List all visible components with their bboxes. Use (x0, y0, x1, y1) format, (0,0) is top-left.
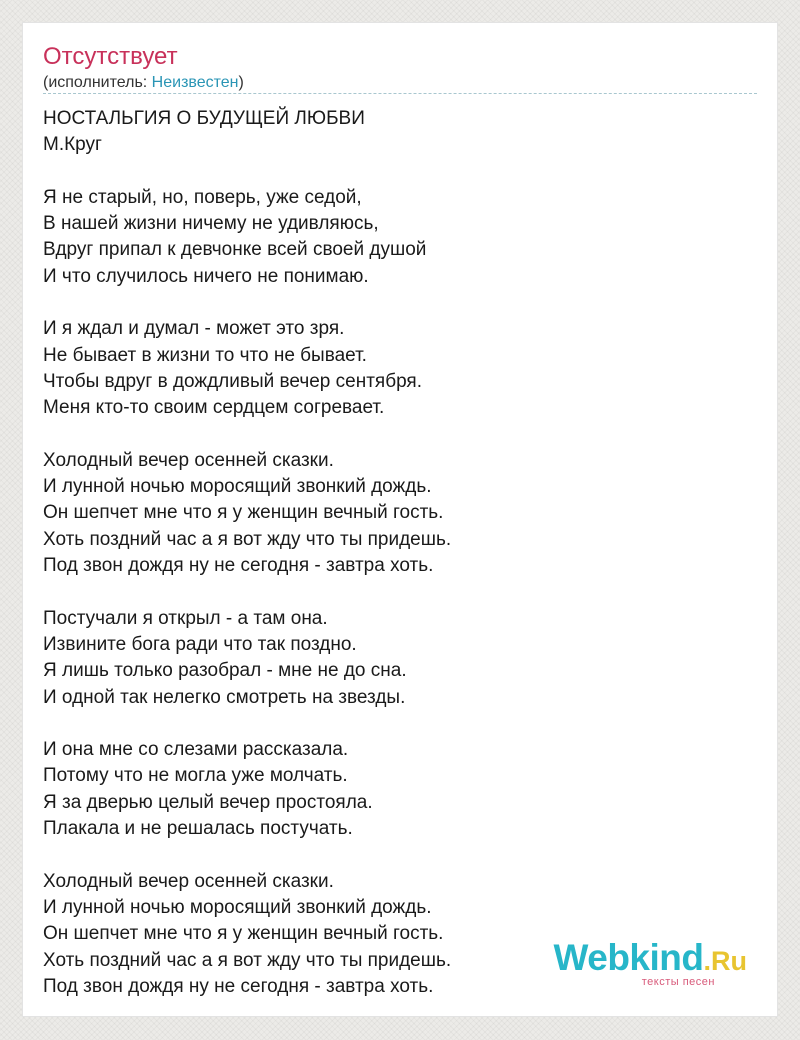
lyric-line: Хоть поздний час а я вот жду что ты придешь. (43, 949, 452, 971)
lyric-line: И лунной ночью моросящий звонкий дождь. (43, 896, 432, 918)
lyric-line: Хоть поздний час а я вот жду что ты придешь. (43, 528, 452, 550)
lyric-line: Постучали я открыл - а там она. (43, 607, 328, 629)
lyric-line: И она мне со слезами рассказала. (43, 739, 349, 761)
lyric-line: Извините бога ради что так поздно. (43, 633, 357, 655)
lyrics-text (43, 106, 757, 1000)
dashed-divider (43, 93, 757, 94)
artist-link[interactable]: Неизвестен (151, 74, 239, 91)
stanza-gap (43, 159, 757, 185)
logo-tagline: тексты песен (641, 976, 715, 988)
stanza-gap (43, 842, 757, 868)
stanza-gap (43, 290, 757, 316)
lyric-line: Он шепчет мне что я у женщин вечный гость. (43, 502, 444, 524)
lyric-line: Он шепчет мне что я у женщин вечный гость. (43, 923, 444, 945)
lyric-line: Под звон дождя ну не сегодня - завтра хоть. (43, 975, 434, 997)
site-logo[interactable] (554, 939, 748, 988)
stanza-gap (43, 579, 757, 605)
artist-suffix: ) (238, 74, 244, 91)
lyric-line: И одной так нелегко смотреть на звезды. (43, 686, 406, 708)
logo-wordmark (554, 939, 748, 980)
lyric-line: Я за дверью целый вечер простояла. (43, 791, 373, 813)
lyric-line: Плакала и не решалась постучать. (43, 818, 353, 840)
lyrics-card (22, 22, 778, 1017)
lyric-line: И я ждал и думал - может это зря. (43, 318, 345, 340)
lyric-line: В нашей жизни ничему не удивляюсь, (43, 213, 379, 235)
stanza-gap (43, 711, 757, 737)
lyric-line: Холодный вечер осенней сказки. (43, 870, 334, 892)
artist-line (43, 73, 244, 93)
lyric-line: Под звон дождя ну не сегодня - завтра хоть. (43, 555, 434, 577)
lyric-line: Холодный вечер осенней сказки. (43, 449, 334, 471)
lyric-line: М.Круг (43, 134, 102, 156)
lyric-line: НОСТАЛЬГИЯ О БУДУЩЕЙ ЛЮБВИ (43, 108, 365, 129)
lyric-line: Не бывает в жизни то что не бывает. (43, 344, 367, 366)
lyric-line: И что случилось ничего не понимаю. (43, 265, 369, 287)
logo-name: Webkind (553, 937, 704, 978)
lyric-line: Потому что не могла уже молчать. (43, 765, 348, 787)
song-title: Отсутствует (43, 43, 178, 70)
lyric-line: Чтобы вдруг в дождливый вечер сентября. (43, 370, 422, 392)
lyric-line: Я лишь только разобрал - мне не до сна. (43, 660, 407, 682)
stanza-gap (43, 422, 757, 448)
logo-tld: .Ru (703, 946, 747, 976)
lyric-line: Вдруг припал к девчонке всей своей душой (43, 239, 427, 261)
artist-prefix: (исполнитель: (43, 74, 152, 91)
lyric-line: Меня кто-то своим сердцем согревает. (43, 397, 385, 419)
lyric-line: И лунной ночью моросящий звонкий дождь. (43, 476, 432, 498)
lyric-line: Я не старый, но, поверь, уже седой, (43, 186, 362, 208)
